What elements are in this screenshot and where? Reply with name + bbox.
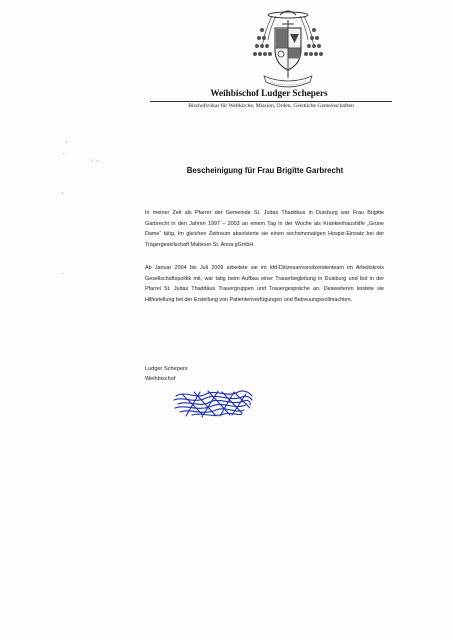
document-title: Bescheinigung für Frau Brigitte Garbrecht bbox=[186, 166, 344, 175]
scan-speck: ' bbox=[62, 193, 64, 199]
sender-subtitle: Bischofsvikar für Weltkirche, Mission, Orden, Geistliche Gemeinschaften bbox=[188, 103, 354, 109]
signatory-name: Ludger Schepers bbox=[145, 366, 188, 372]
letterhead-divider bbox=[150, 101, 392, 102]
signature-icon bbox=[172, 386, 254, 420]
body-paragraph: In meiner Zeit als Pfarrer der Gemeinde St. Judas Thaddäus in Duisburg war Frau Brigitte Garbrecht in den Jahren 1997 – 2003 an einem Tag in der Woche als Krankenhaushilfe „Grüne Dame“ tätig. Im gleichen Zeitraum absolvierte sie einen sechsmonatigen Hospiz-Einsatz bei der Trägergesellschaft Malteser St. Anna gGmbH. bbox=[145, 210, 384, 248]
body-paragraph: Ab Januar 2004 bis Juli 2009 arbeitete sie im kfd-Diözesanvorsitzendenteam im Arbeitskreis Gesellschaftspolitik mit, war tätig beim Aufbau einer Trauerbegleitung in Duisburg und bot in der Pfarrei St. Judas Thaddäus Trauergruppen und Trauergespräche an. Desweiteren leistete sie Hilfestellung bei der Erstellung von Patientenverfügungen und Betreuungsvollmachten. bbox=[145, 265, 384, 303]
scan-speck: , bbox=[97, 157, 99, 163]
coat-of-arms-icon bbox=[250, 6, 326, 92]
sender-name: Weihbischof Ludger Schepers bbox=[210, 88, 328, 98]
scan-speck: ' bbox=[92, 160, 94, 166]
scan-speck: ' bbox=[66, 142, 68, 148]
signatory-title: Weihbischof bbox=[145, 376, 176, 382]
scan-speck: . bbox=[62, 270, 64, 276]
scan-speck: . bbox=[63, 150, 65, 156]
